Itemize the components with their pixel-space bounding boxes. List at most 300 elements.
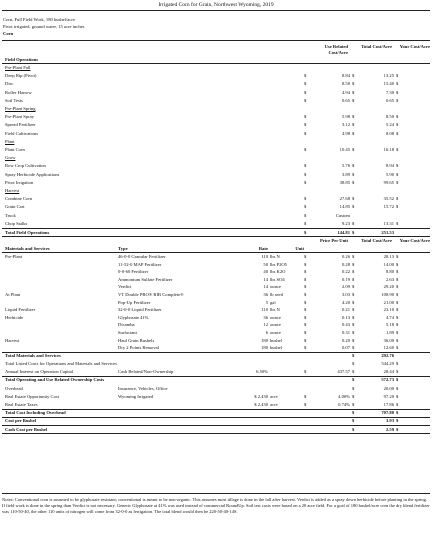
- field-operations-heading: Field Operations: [5, 57, 39, 62]
- summary-total: 20.00: [383, 385, 394, 391]
- currency-symbol: $: [304, 212, 307, 218]
- summary-total: 707.80: [381, 410, 394, 416]
- operation-row: [2, 72, 430, 79]
- material-unit: ounce: [270, 330, 281, 335]
- material-category: [5, 268, 125, 275]
- summary-bottom: [2, 433, 430, 434]
- operation-label: Chop Stalks: [5, 220, 28, 226]
- operation-label: Pre-Plant Fall: [5, 65, 31, 70]
- header-divider: [2, 40, 430, 41]
- material-price: 0.43: [341, 322, 350, 328]
- use-related-cost: 27.68: [339, 196, 350, 202]
- currency-symbol: $: [396, 269, 399, 275]
- currency-symbol: $: [304, 179, 307, 185]
- use-related-cost-header: Use Related Cost/Acre: [324, 44, 348, 55]
- currency-symbol: $: [396, 163, 399, 169]
- material-row: [2, 314, 430, 321]
- use-related-cost: 0.65: [341, 97, 350, 103]
- operation-row: [2, 220, 430, 227]
- total-cost: 99.65: [383, 179, 394, 185]
- rate-header: Rate: [258, 246, 268, 251]
- currency-symbol: $: [352, 322, 355, 328]
- currency-symbol: $: [396, 418, 399, 424]
- material-row: [2, 344, 430, 351]
- material-unit: lbs P2O5: [270, 261, 287, 267]
- ops-total-label: Total Field Operations: [5, 229, 50, 235]
- summary-label: Total Operating and Use Related Ownership Costs: [5, 377, 105, 383]
- currency-symbol: $: [352, 418, 355, 424]
- operation-row: [2, 146, 430, 153]
- currency-symbol: $: [352, 330, 355, 335]
- ops-total-row: [2, 229, 430, 236]
- material-total: 28.13: [383, 254, 394, 259]
- material-type: VT Double PRO® RIB Complete®: [118, 292, 184, 297]
- material-price: 0.13: [341, 314, 350, 320]
- operation-row: [2, 97, 430, 104]
- currency-symbol: $: [304, 393, 307, 399]
- currency-symbol: $: [396, 322, 399, 328]
- currency-symbol: $: [304, 402, 307, 407]
- mat-total-cost-header: Total Cost/Acre: [361, 238, 392, 243]
- summary-type: Insurance, Vehicles, Office: [118, 385, 168, 391]
- material-unit: lbs N: [270, 254, 280, 259]
- price-per-unit-header: Price Per Unit: [320, 238, 348, 243]
- summary-label: Overhead: [5, 385, 23, 391]
- currency-symbol: $: [352, 97, 355, 103]
- currency-symbol: $: [396, 204, 399, 210]
- material-category: [5, 276, 125, 283]
- operation-row: [2, 162, 430, 169]
- material-price: 0.28: [341, 261, 350, 267]
- currency-symbol: $: [304, 204, 307, 210]
- operation-row: [2, 130, 430, 137]
- total-cost: 8.50: [385, 114, 394, 120]
- material-total: 1.89: [385, 330, 394, 335]
- operation-row: [2, 179, 430, 186]
- operation-label: Disc: [5, 81, 14, 87]
- use-related-cost: 14.85: [339, 204, 350, 210]
- currency-symbol: $: [304, 171, 307, 177]
- use-related-cost: Custom: [335, 212, 350, 218]
- total-cost: 8.08: [385, 130, 394, 136]
- material-category: Harvest: [5, 337, 20, 343]
- operation-label: Truck: [5, 212, 16, 218]
- material-type: 32-0-0 Liquid Fertilizer: [118, 307, 162, 313]
- material-unit: gal: [270, 299, 276, 305]
- material-rate: 110: [261, 307, 268, 313]
- currency-symbol: $: [304, 89, 307, 95]
- total-cost: 5.90: [385, 171, 394, 177]
- summary-row: [2, 360, 430, 367]
- material-total: 29.20: [383, 284, 394, 290]
- material-rate: 6: [265, 330, 268, 335]
- summary-unit: acre: [270, 393, 278, 399]
- material-category: [5, 344, 125, 351]
- material-rate: 12: [263, 322, 268, 328]
- material-rate: 50: [263, 261, 268, 267]
- material-type: 0-0-60 Fertilizer: [118, 269, 149, 275]
- material-rate: 40: [263, 269, 268, 275]
- notes-text: Notes: Conventional corn is assumed to be glyphosate resistant; conventional is meant to be non-organic. This assumes most tillage is done in the fall after harvest. Verdict is added as a spray down herbicide before planting in the spring. If field work is done in the spring than Verdict is not necessary. Generic Glyphosate at 41% was used instead of commercial RoundUp. Soil test costs were based on a 20 acre field. For a goal of 180 bushel/acre corn the dry blend fertilizer was 110-50-40, the other 110 units of nitrogen will come from 32-0-0 as fertigation. The total blend would then be 220-50-40-14S.: [2, 497, 430, 514]
- material-total: 23.10: [383, 307, 394, 313]
- summary-type: Wyoming Irrigated: [118, 393, 154, 399]
- currency-symbol: $: [396, 89, 399, 95]
- currency-symbol: $: [304, 97, 307, 103]
- material-price: 0.22: [341, 269, 350, 275]
- use-related-cost: 4.98: [341, 130, 350, 136]
- material-price: 4.20: [341, 299, 350, 305]
- currency-symbol: $: [396, 171, 399, 177]
- currency-symbol: $: [304, 299, 307, 305]
- material-row: [2, 283, 430, 290]
- currency-symbol: $: [396, 196, 399, 202]
- currency-symbol: $: [396, 299, 399, 305]
- currency-symbol: $: [352, 73, 355, 79]
- material-price: 0.21: [341, 307, 350, 313]
- unit-header: Unit: [295, 246, 304, 251]
- materials-total-row: [2, 352, 430, 359]
- material-type: Haul Grain Bushels: [118, 337, 155, 343]
- operation-row: [2, 80, 430, 87]
- material-type: Ammonium Sulfate Fertilizer: [118, 276, 173, 282]
- total-cost: 13.31: [383, 220, 394, 226]
- currency-symbol: $: [396, 73, 399, 79]
- currency-symbol: $: [352, 81, 355, 87]
- material-row: [2, 276, 430, 283]
- operation-label: Grow: [5, 155, 16, 161]
- summary-total: 572.73: [381, 377, 394, 383]
- currency-symbol: $: [304, 114, 307, 120]
- currency-symbol: $: [304, 284, 307, 290]
- material-type: 46-0-0 Granular Fertilizer: [118, 254, 166, 259]
- currency-symbol: $: [352, 171, 355, 177]
- currency-symbol: $: [352, 353, 355, 359]
- material-type: Dicamba: [118, 322, 135, 328]
- operation-label: Pivot Irrigation: [5, 179, 34, 185]
- operation-label: Pre-Plant Spring: [5, 106, 36, 111]
- currency-symbol: $: [304, 147, 307, 152]
- currency-symbol: $: [304, 261, 307, 267]
- material-category: [5, 329, 125, 336]
- currency-symbol: $: [352, 393, 355, 399]
- currency-symbol: $: [352, 229, 355, 235]
- currency-symbol: $: [304, 73, 307, 79]
- operation-row: [2, 187, 430, 194]
- operation-label: Deep Rip (Pivot): [5, 73, 37, 79]
- currency-symbol: $: [396, 369, 399, 375]
- operation-label: Row Crop Cultivation: [5, 163, 46, 169]
- summary-row: [2, 368, 430, 375]
- material-unit: lbs K2O: [270, 269, 286, 275]
- currency-symbol: $: [396, 261, 399, 267]
- summary-label: Real Estate Taxes: [5, 402, 38, 407]
- operation-label: Field Cultivations: [5, 130, 39, 136]
- material-rate: 110: [261, 254, 268, 259]
- operation-label: Plant Corn: [5, 147, 25, 152]
- summary-price: 0.74%: [338, 402, 350, 407]
- material-unit: lb seed: [270, 292, 283, 297]
- material-rate: 36: [263, 314, 268, 320]
- currency-symbol: $: [304, 330, 307, 335]
- material-price: 0.20: [341, 337, 350, 343]
- summary-row: [2, 401, 430, 408]
- material-row: [2, 253, 430, 260]
- material-unit: bushel: [270, 345, 282, 351]
- operation-row: [2, 203, 430, 210]
- section-label: Corn: [3, 31, 14, 36]
- material-category: [5, 321, 125, 328]
- material-total: 5.18: [385, 322, 394, 328]
- currency-symbol: $: [352, 426, 355, 432]
- material-total: 4.74: [385, 314, 394, 320]
- ops-total-bottom: [2, 236, 430, 237]
- currency-symbol: $: [396, 330, 399, 335]
- currency-symbol: $: [352, 299, 355, 305]
- operation-row: [2, 212, 430, 219]
- material-type: Pop-Up Fertilizer: [118, 299, 151, 305]
- total-cost: 13.25: [383, 73, 394, 79]
- currency-symbol: $: [396, 179, 399, 185]
- operation-row: [2, 105, 430, 112]
- material-total: 14.00: [383, 261, 394, 267]
- irrigation-description: Pivot irrigated, ground water, 15 acre inches: [3, 24, 85, 29]
- material-type: Dry 2 Points Removal: [118, 345, 159, 351]
- currency-symbol: $: [352, 361, 355, 366]
- currency-symbol: $: [396, 377, 399, 383]
- currency-symbol: $: [352, 122, 355, 128]
- ops-total-total: 251.53: [381, 229, 394, 235]
- operation-label: Combine Corn: [5, 196, 33, 202]
- operation-row: [2, 138, 430, 145]
- currency-symbol: $: [396, 122, 399, 128]
- currency-symbol: $: [352, 307, 355, 313]
- summary-total: 3.93: [385, 418, 394, 424]
- use-related-cost: 4.94: [341, 89, 350, 95]
- operation-row: [2, 64, 430, 71]
- summary-rate: 6.50%: [256, 369, 268, 375]
- use-related-cost: 8.50: [341, 81, 350, 87]
- use-related-cost: 38.85: [339, 179, 350, 185]
- operation-row: [2, 195, 430, 202]
- summary-label: Cost per Bushel: [5, 418, 37, 424]
- material-row: [2, 306, 430, 313]
- currency-symbol: $: [304, 196, 307, 202]
- summary-row: [2, 426, 430, 433]
- currency-symbol: $: [396, 254, 399, 259]
- crop-description: Corn, Full Field Work, 180 bushel/acre: [3, 17, 75, 22]
- material-type: Verdict: [118, 284, 132, 290]
- summary-total: 28.44: [383, 369, 394, 375]
- currency-symbol: $: [396, 345, 399, 351]
- currency-symbol: $: [304, 322, 307, 328]
- material-rate: 36: [263, 292, 268, 297]
- material-unit: lbs SO4: [270, 276, 285, 282]
- currency-symbol: $: [352, 385, 355, 391]
- material-price: 0.26: [341, 254, 350, 259]
- currency-symbol: $: [396, 147, 399, 152]
- material-type: Glyphosate 41%: [118, 314, 149, 320]
- operation-label: Roller Harrow: [5, 89, 32, 95]
- operation-row: [2, 89, 430, 96]
- summary-label: Total Cost Including Overhead: [5, 410, 66, 416]
- material-row: [2, 291, 430, 298]
- currency-symbol: $: [396, 81, 399, 87]
- currency-symbol: $: [396, 284, 399, 290]
- total-cost: 8.94: [385, 163, 394, 169]
- operation-label: Plant: [5, 138, 15, 144]
- material-price: 0.07: [341, 345, 350, 351]
- summary-total: 544.29: [381, 361, 394, 366]
- material-row: [2, 299, 430, 306]
- currency-symbol: $: [352, 204, 355, 210]
- currency-symbol: $: [352, 254, 355, 259]
- ops-total-use: 144.81: [337, 229, 350, 235]
- material-rate: 14: [263, 276, 268, 282]
- currency-symbol: $: [304, 269, 307, 275]
- currency-symbol: $: [396, 276, 399, 282]
- currency-symbol: $: [352, 284, 355, 290]
- use-related-cost: 3.12: [341, 122, 350, 128]
- currency-symbol: $: [304, 81, 307, 87]
- currency-symbol: $: [352, 220, 355, 226]
- summary-row: [2, 409, 430, 416]
- material-price: 0.19: [341, 276, 350, 282]
- currency-symbol: $: [352, 402, 355, 407]
- materials-total-value: 292.76: [381, 353, 394, 359]
- summary-unit: acre: [270, 402, 278, 407]
- material-category: Liquid Fertilizer: [5, 307, 36, 313]
- material-total: 36.00: [383, 337, 394, 343]
- total-cost-header: Total Cost/Acre: [361, 44, 392, 49]
- currency-symbol: $: [352, 377, 355, 383]
- currency-symbol: $: [396, 314, 399, 320]
- currency-symbol: $: [352, 410, 355, 416]
- total-cost: 15.40: [383, 81, 394, 87]
- material-rate: 5: [265, 299, 268, 305]
- currency-symbol: $: [396, 220, 399, 226]
- summary-label: Annual Interest on Operation Capital: [5, 369, 74, 375]
- currency-symbol: $: [304, 307, 307, 313]
- total-cost: 16.18: [383, 147, 394, 152]
- operation-label: Spread Fertilizer: [5, 122, 36, 128]
- currency-symbol: $: [304, 229, 307, 235]
- operation-row: [2, 154, 430, 161]
- material-row: [2, 261, 430, 268]
- currency-symbol: $: [304, 276, 307, 282]
- material-price: 0.31: [341, 330, 350, 335]
- title-divider: [2, 10, 430, 11]
- total-cost: 7.30: [385, 89, 394, 95]
- currency-symbol: $: [304, 337, 307, 343]
- material-total: 108.90: [381, 292, 394, 297]
- summary-label: Real Estate Opportunity Cost: [5, 393, 59, 399]
- material-category: Pre-Plant: [5, 254, 23, 259]
- operation-label: Grain Cart: [5, 204, 25, 210]
- currency-symbol: $: [396, 393, 399, 399]
- currency-symbol: $: [396, 402, 399, 407]
- summary-row: [2, 385, 430, 392]
- summary-total: 2.59: [385, 426, 394, 432]
- use-related-cost: 10.45: [339, 147, 350, 152]
- total-cost: 35.52: [383, 196, 394, 202]
- material-total: 21.00: [383, 299, 394, 305]
- material-row: [2, 268, 430, 275]
- material-row: [2, 337, 430, 344]
- operation-row: [2, 113, 430, 120]
- use-related-cost: 5.98: [341, 114, 350, 120]
- currency-symbol: $: [396, 410, 399, 416]
- total-cost: 5.24: [385, 122, 394, 128]
- material-row: [2, 321, 430, 328]
- material-row: [2, 329, 430, 336]
- currency-symbol: $: [352, 314, 355, 320]
- currency-symbol: $: [304, 220, 307, 226]
- operation-row: [2, 121, 430, 128]
- summary-row: [2, 376, 430, 383]
- currency-symbol: $: [396, 97, 399, 103]
- material-rate: 14: [263, 284, 268, 290]
- use-related-cost: 8.84: [341, 73, 350, 79]
- material-category: At Plant: [5, 292, 21, 297]
- page-title: Irrigated Corn for Grain, Northwest Wyoming, 2019: [158, 2, 274, 8]
- material-category: Herbicide: [5, 314, 24, 320]
- material-type: 11-52-0 MAP Fertilizer: [118, 261, 162, 267]
- your-cost-header: Your Cost/Acre: [399, 44, 430, 49]
- total-cost: 15.72: [383, 204, 394, 210]
- currency-symbol: $: [352, 163, 355, 169]
- currency-symbol: $: [352, 269, 355, 275]
- material-category: [5, 283, 125, 290]
- material-total: 2.63: [385, 276, 394, 282]
- currency-symbol: $: [304, 122, 307, 128]
- currency-symbol: $: [396, 426, 399, 432]
- material-rate: 180: [261, 337, 268, 343]
- materials-column-headers: [2, 245, 430, 252]
- material-unit: ounce: [270, 322, 281, 328]
- currency-symbol: $: [352, 337, 355, 343]
- material-total: 8.80: [385, 269, 394, 275]
- use-related-cost: 3.89: [341, 171, 350, 177]
- currency-symbol: $: [396, 385, 399, 391]
- summary-rate: $ 2,430: [254, 393, 268, 399]
- currency-symbol: $: [352, 114, 355, 120]
- material-category: [5, 261, 125, 268]
- currency-symbol: $: [304, 345, 307, 351]
- use-related-cost: 9.23: [341, 220, 350, 226]
- material-unit: bushel: [270, 337, 282, 343]
- currency-symbol: $: [304, 369, 307, 375]
- material-type: Surfactant: [118, 330, 137, 335]
- currency-symbol: $: [352, 147, 355, 152]
- material-price: 3.03: [341, 292, 350, 297]
- currency-symbol: $: [304, 163, 307, 169]
- notes-divider: [2, 493, 430, 494]
- summary-row: [2, 417, 430, 424]
- currency-symbol: $: [304, 254, 307, 259]
- currency-symbol: $: [352, 89, 355, 95]
- currency-symbol: $: [352, 345, 355, 351]
- currency-symbol: $: [352, 292, 355, 297]
- material-category: [5, 299, 125, 306]
- summary-label: Cash Cost per Bushel: [5, 426, 48, 432]
- total-cost: 0.65: [385, 97, 394, 103]
- material-price: 2.09: [341, 284, 350, 290]
- summary-price: 437.57: [337, 369, 350, 375]
- currency-symbol: $: [396, 114, 399, 120]
- material-unit: ounce: [270, 314, 281, 320]
- operation-label: Spray Herbicide Applications: [5, 171, 60, 177]
- currency-symbol: $: [304, 130, 307, 136]
